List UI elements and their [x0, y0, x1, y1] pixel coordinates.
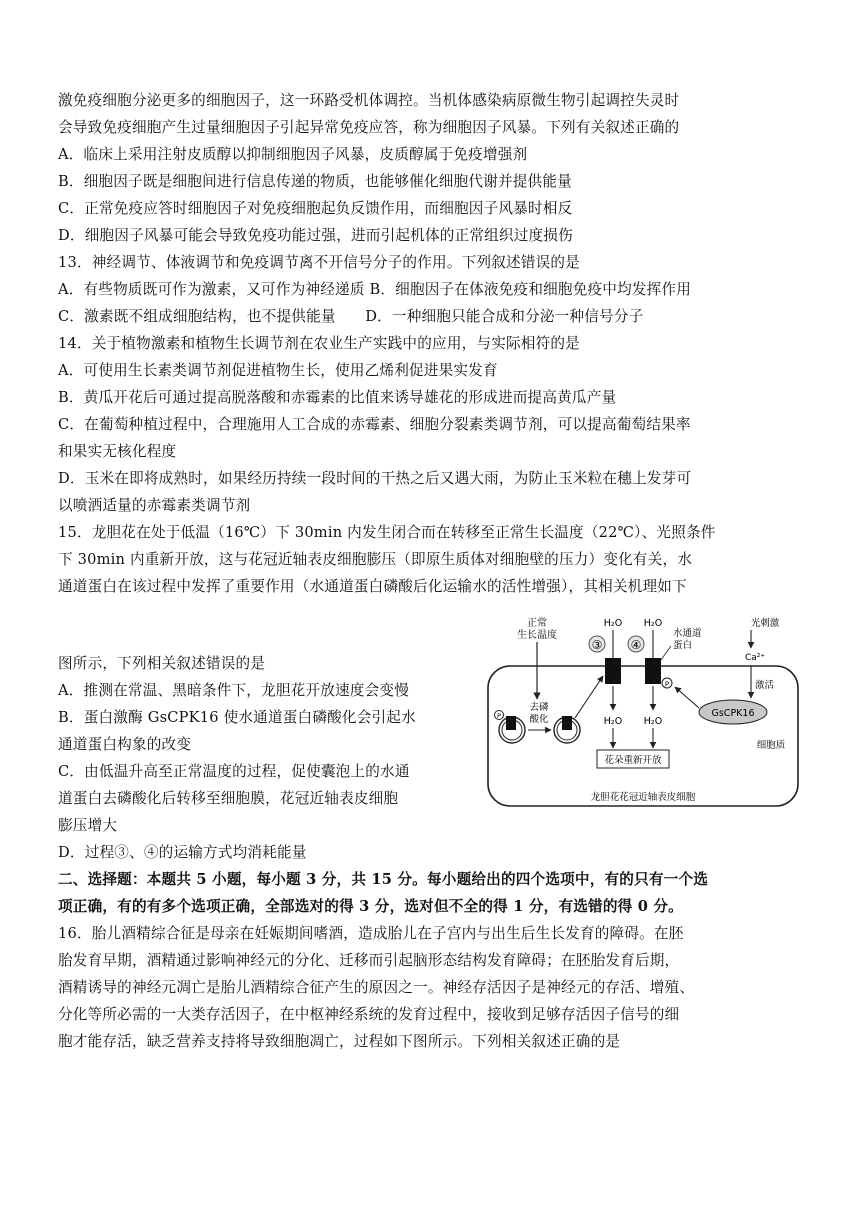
dephos-label: 酸化: [529, 714, 549, 725]
phosphate-label: P: [664, 680, 670, 689]
section-heading: 二、选择题：本题共 5 小题，每小题 3 分，共 15 分。每小题给出的四个选项中，有的只有一个选: [58, 871, 709, 888]
water-channel-protein: [645, 658, 661, 684]
figure-caption: 龙胆花花冠近轴表皮细胞: [590, 792, 696, 803]
cytoplasm-label: 细胞质: [756, 740, 786, 751]
options-ab: A．有些物质既可作为激素，又可作为神经递质 B．细胞因子在体液免疫和细胞免疫中均发挥作用: [58, 281, 692, 298]
option-c: C．在葡萄种植过程中，合理施用人工合成的赤霉素、细胞分裂素类调节剂，可以提高葡萄结果率: [58, 416, 691, 433]
text-line: 膨压增大: [58, 817, 118, 834]
option-d: D．细胞因子风暴可能会导致免疫功能过强，进而引起机体的正常组织过度损伤: [58, 227, 573, 244]
option-b: B．细胞因子既是细胞间进行信息传递的物质，也能够催化细胞代谢并提供能量: [58, 173, 572, 190]
water-label: H₂O: [603, 716, 623, 727]
text-line: 分化等所必需的一大类存活因子，在中枢神经系统的发育过程中，接收到足够存活因子信号的细: [58, 1006, 680, 1023]
vesicle-protein: [506, 716, 516, 730]
mechanism-diagram: [485, 614, 803, 814]
step-4-label: ④: [630, 638, 642, 652]
dephos-label: 去磷: [529, 702, 549, 713]
option-a: A．推测在常温、黑暗条件下，龙胆花开放速度会变慢: [58, 682, 409, 699]
water-channel-protein: [605, 658, 621, 684]
normal-temp-label: 生长温度: [517, 630, 557, 641]
light-label: 光刺激: [750, 618, 780, 629]
activate-label: 激活: [755, 680, 775, 691]
option-a: A．可使用生长素类调节剂促进植物生长，使用乙烯利促进果实发育: [58, 362, 498, 379]
option-c: C．正常免疫应答时细胞因子对免疫细胞起负反馈作用，而细胞因子风暴时相反: [58, 200, 573, 217]
outcome-label: 花朵重新开放: [604, 755, 662, 766]
channel-label: 水通道: [673, 628, 702, 639]
text-line: 胞才能存活，缺乏营养支持将导致细胞凋亡，过程如下图所示。下列相关叙述正确的是: [58, 1033, 621, 1050]
option-d: D．过程③、④的运输方式均消耗能量: [58, 844, 307, 861]
kinase-label: GsCPK16: [711, 708, 755, 719]
text-line: 图所示，下列相关叙述错误的是: [58, 655, 266, 672]
water-label: H₂O: [643, 618, 663, 629]
text-line: 酒精诱导的神经元凋亡是胎儿酒精综合征产生的原因之一。神经存活因子是神经元的存活、增殖、: [58, 979, 695, 996]
text-line: 以喷洒适量的赤霉素类调节剂: [58, 497, 251, 514]
option-d: D．玉米在即将成熟时，如果经历持续一段时间的干热之后又遇大雨，为防止玉米粒在穗上发芽可: [58, 470, 692, 487]
option-a: A．临床上采用注射皮质醇以抑制细胞因子风暴，皮质醇属于免疫增强剂: [58, 146, 528, 163]
step-3-label: ③: [591, 638, 603, 652]
calcium-label: Ca²⁺: [745, 653, 766, 663]
question-13: 13．神经调节、体液调节和免疫调节离不开信号分子的作用。下列叙述错误的是: [58, 254, 580, 271]
question-16: 16．胎儿酒精综合征是母亲在妊娠期间嗜酒，造成胎儿在子宫内与出生后生长发育的障碍。在胚: [58, 925, 684, 942]
vesicle-protein: [562, 716, 572, 730]
question-15: 15．龙胆花在处于低温（16℃）下 30min 内发生闭合而在转移至正常生长温度（22℃）、光照条件: [58, 524, 716, 541]
text-line: 通道蛋白构象的改变: [58, 736, 192, 753]
arrow: [575, 676, 603, 718]
text-line: 激免疫细胞分泌更多的细胞因子，这一环路受机体调控。当机体感染病原微生物引起调控失灵时: [58, 92, 680, 109]
text-line: 胎发育早期，酒精通过影响神经元的分化、迁移而引起脑形态结构发育障碍；在胚胎发育后期，: [58, 952, 680, 969]
text-line: 和果实无核化程度: [58, 443, 177, 460]
normal-temp-label: 正常: [527, 618, 547, 629]
text-line: 通道蛋白在该过程中发挥了重要作用（水通道蛋白磷酸后化运输水的活性增强），其相关机理如下: [58, 578, 687, 595]
arrow: [675, 687, 699, 708]
section-heading: 项正确，有的有多个选项正确，全部选对的得 3 分，选对但不全的得 1 分，有选错的得 0 分。: [58, 898, 683, 915]
question-14: 14．关于植物激素和植物生长调节剂在农业生产实践中的应用，与实际相符的是: [58, 335, 580, 352]
option-b: B．黄瓜开花后可通过提高脱落酸和赤霉素的比值来诱导雄花的形成进而提高黄瓜产量: [58, 389, 617, 406]
water-label: H₂O: [643, 716, 663, 727]
text-line: 下 30min 内重新开放，这与花冠近轴表皮细胞膨压（即原生质体对细胞壁的压力）变化有关，水: [58, 551, 693, 568]
text-line: 道蛋白去磷酸化后转移至细胞膜，花冠近轴表皮细胞: [58, 790, 399, 807]
text-line: 会导致免疫细胞产生过量细胞因子引起异常免疫应答，称为细胞因子风暴。下列有关叙述正确的: [58, 119, 680, 136]
option-b: B．蛋白激酶 GsCPK16 使水通道蛋白磷酸化会引起水: [58, 709, 416, 726]
channel-label: 蛋白: [673, 640, 693, 651]
phosphate-label: P: [497, 712, 501, 720]
water-label: H₂O: [603, 618, 623, 629]
options-cd: C．激素既不组成细胞结构，也不提供能量 D．一种细胞只能合成和分泌一种信号分子: [58, 308, 644, 325]
option-c: C．由低温升高至正常温度的过程，促使囊泡上的水通: [58, 763, 410, 780]
